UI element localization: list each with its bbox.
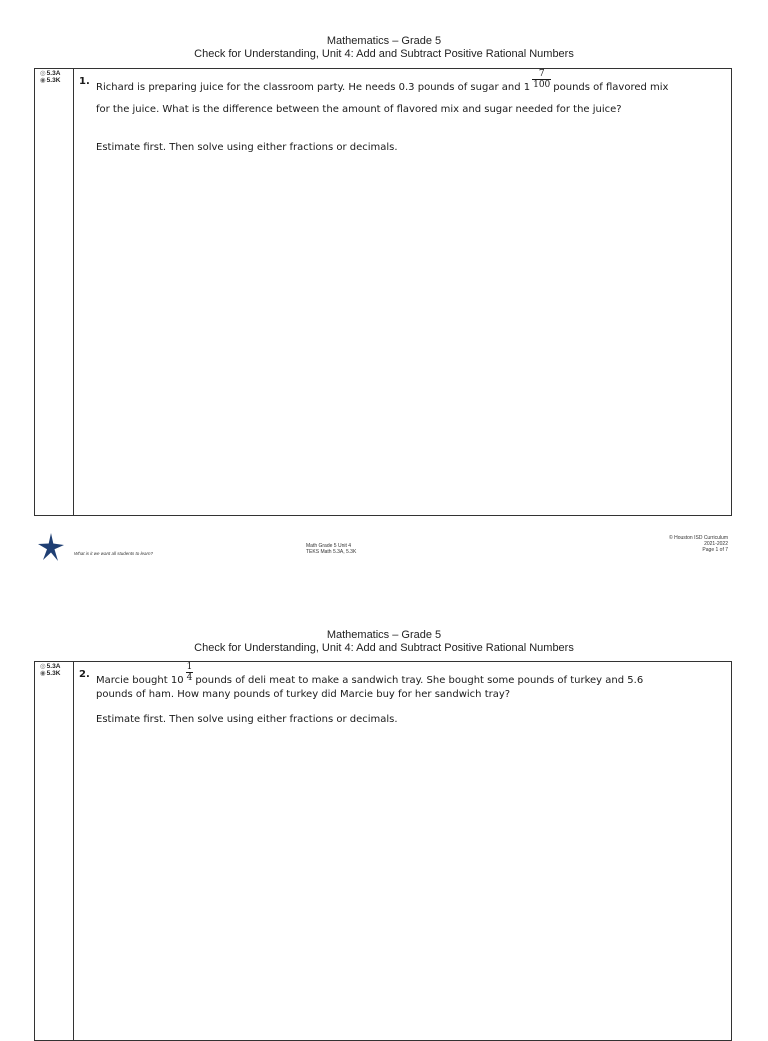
standard-tag: ◎5.3A [40, 70, 61, 77]
page-number: Page 1 of 7 [702, 547, 728, 553]
houston-isd-star-icon [38, 533, 64, 561]
footer-course-info: Math Grade 5 Unit 4 TEKS Math 5.3A, 5.3K [306, 543, 357, 555]
question-instruction: Estimate first. Then solve using either fractions or decimals. [96, 142, 398, 153]
page-subtitle: Check for Understanding, Unit 4: Add and Subtract Positive Rational Numbers [194, 642, 574, 654]
standard-tag: ◎5.3A [40, 663, 61, 670]
mixed-number-fraction: $\frac{7}{100}$ [533, 69, 551, 90]
standards-column [35, 69, 74, 515]
page-subtitle: Check for Understanding, Unit 4: Add and Subtract Positive Rational Numbers [194, 48, 574, 60]
page-title: Mathematics – Grade 5 [326, 629, 442, 641]
mixed-number-fraction: $\frac{1}{4}$ [186, 662, 193, 683]
copyright: © Houston ISD Curriculum [669, 535, 728, 541]
question-instruction: Estimate first. Then solve using either fractions or decimals. [96, 714, 398, 725]
standards-column [35, 662, 74, 1040]
school-year: 2021-2022 [704, 541, 728, 547]
radio-icon: ◉ [40, 670, 46, 677]
radio-icon: ◉ [40, 77, 46, 84]
page-title: Mathematics – Grade 5 [326, 35, 442, 47]
question-number: 1. [79, 76, 90, 87]
footer-tagline: What is it we want all students to learn? [74, 551, 154, 556]
page-1-header [0, 35, 768, 61]
footer-copyright-block [669, 535, 728, 553]
radio-icon: ◎ [40, 70, 46, 77]
page-2-header [0, 629, 768, 655]
question-number: 2. [79, 669, 90, 680]
question-line-2: pounds of ham. How many pounds of turkey did Marcie buy for her sandwich tray? [96, 689, 511, 700]
standard-tag: ◉5.3K [40, 670, 61, 677]
question-line-1: Marcie bought 10 $\frac{1}{4}$ pounds of deli meat to make a sandwich tray. She bought some pounds of turkey and 5.6 [96, 662, 644, 686]
question-2-box [34, 661, 732, 1041]
page-1-footer [0, 533, 768, 573]
question-1-box [34, 68, 732, 516]
question-line-2: for the juice. What is the difference between the amount of flavored mix and sugar needed for the juice? [96, 104, 622, 115]
standard-tag: ◉5.3K [40, 77, 61, 84]
radio-icon: ◎ [40, 663, 46, 670]
question-line-1: Richard is preparing juice for the classroom party. He needs 0.3 pounds of sugar and 1 $\frac{7}{100}$ pounds of flavored mix [96, 69, 669, 93]
